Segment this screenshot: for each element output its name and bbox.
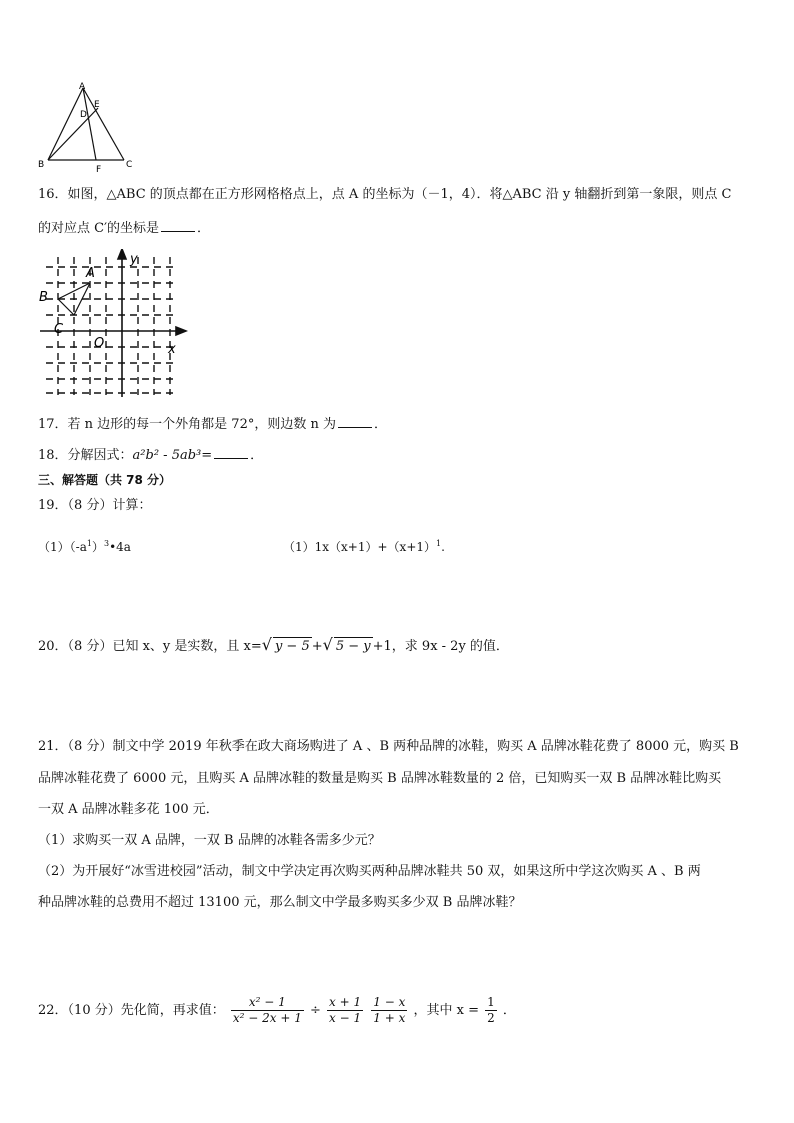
q21-line1: 21．（8 分）制文中学 2019 年秋季在政大商场购进了 A 、B 两种品牌的冰鞋，购买 A 品牌冰鞋花费了 8000 元，购买 B xyxy=(38,739,739,754)
fraction-2-den: x − 1 xyxy=(329,1011,362,1025)
q22-pre: 22．（10 分）先化简，再求值： xyxy=(38,1003,225,1018)
q19-part2 xyxy=(283,535,445,556)
coordinate-grid-figure xyxy=(38,249,188,399)
q17-text: 17．若 n 边形的每一个外角都是 72°，则边数 n 为 xyxy=(38,417,336,432)
q19-p2: （1）1x（x+1）+（x+1） xyxy=(283,540,437,554)
q18-expression: a²b² - 5ab³= xyxy=(132,448,213,463)
q19-head: 19．（8 分）计算： xyxy=(38,498,152,513)
q22-line xyxy=(38,995,516,1026)
q20-line xyxy=(38,636,509,656)
q21-line3: 一双 A 品牌冰鞋多花 100 元． xyxy=(38,802,219,817)
q19-p1c: •4a xyxy=(109,540,131,554)
grid-label-c: C xyxy=(54,322,64,337)
label-b: B xyxy=(38,160,45,170)
label-f: F xyxy=(96,165,102,172)
divide-sign: ÷ xyxy=(309,1003,321,1018)
grid-label-y: y xyxy=(130,252,138,267)
q21-line2: 品牌冰鞋花费了 6000 元，且购买 A 品牌冰鞋的数量是购买 B 品牌冰鞋数量的 2 倍，已知购买一双 B 品牌冰鞋比购买 xyxy=(38,771,722,786)
fraction-2-num: x + 1 xyxy=(329,995,362,1009)
q21-sub2-line1: （2）为开展好“冰雪进校园”活动，制文中学决定再次购买两种品牌冰鞋共 50 双，如果这所中学这次购买 A 、B 两 xyxy=(38,864,701,879)
q19-p1: （1）（-a xyxy=(38,540,87,554)
grid-label-a: A xyxy=(86,266,95,281)
q20-pre: 20．（8 分）已知 x、y 是实数，且 x= xyxy=(38,639,262,654)
fraction-1-num: x² − 1 xyxy=(231,995,304,1011)
q16-line2-tail: ． xyxy=(197,221,211,236)
q19-p2-sup: 1 xyxy=(436,539,442,548)
q20-post: +1，求 9x - 2y 的值． xyxy=(372,639,509,654)
fraction-3-num: 1 − x xyxy=(373,995,406,1009)
q18-tail: ． xyxy=(250,448,264,463)
q22-mid: ，其中 x = xyxy=(413,1003,479,1018)
q16-line2 xyxy=(38,219,210,238)
answer-blank xyxy=(161,219,195,232)
q18-line xyxy=(38,446,263,465)
fraction-3-den: 1 + x xyxy=(373,1011,406,1025)
q20-plus: + xyxy=(311,639,323,654)
fraction-3 xyxy=(371,995,407,1026)
grid-label-o: O xyxy=(94,336,105,351)
section-title: 三、解答题（共 78 分） xyxy=(38,473,172,487)
q20-radicand-2: 5 − y xyxy=(335,639,371,654)
triangle-figure xyxy=(36,82,136,172)
answer-blank xyxy=(214,446,248,459)
q19-part1 xyxy=(38,535,131,556)
q19-p2-tail: . xyxy=(441,540,445,554)
q17-tail: ． xyxy=(374,417,388,432)
grid-label-x: x xyxy=(168,342,176,357)
answer-blank xyxy=(338,415,372,428)
grid-label-b: B xyxy=(39,290,48,305)
label-c: C xyxy=(126,160,133,170)
fraction-4-num: 1 xyxy=(487,995,495,1009)
q17-line xyxy=(38,415,387,434)
q19-p1-sup: 1 xyxy=(86,539,92,548)
fraction-1-den: x² − 2x + 1 xyxy=(232,1011,302,1025)
q22-tail: ． xyxy=(502,1003,516,1018)
fraction-4-den: 2 xyxy=(487,1011,495,1025)
fraction-4 xyxy=(485,995,497,1026)
q20-radicand-1: y − 5 xyxy=(274,639,310,654)
label-d: D xyxy=(80,110,87,120)
q21-sub2-line2: 种品牌冰鞋的总费用不超过 13100 元，那么制文中学最多购买多少双 B 品牌冰鞋？ xyxy=(38,895,522,910)
sqrt-icon: √ xyxy=(322,635,333,654)
label-e: E xyxy=(94,100,100,110)
q19-p1b: ） xyxy=(91,540,104,554)
fraction-2 xyxy=(327,995,363,1026)
q18-text: 18．分解因式： xyxy=(38,448,133,463)
sqrt-icon: √ xyxy=(261,635,272,654)
q21-sub1: （1）求购买一双 A 品牌，一双 B 品牌的冰鞋各需多少元？ xyxy=(38,833,381,848)
q16-line2-text: 的对应点 C′的坐标是 xyxy=(38,221,160,236)
q16-line1: 16．如图，△ABC 的顶点都在正方形网格格点上，点 A 的坐标为（－1，4）．将△ABC 沿 y 轴翻折到第一象限，则点 C xyxy=(38,187,732,202)
label-a: A xyxy=(79,82,86,92)
fraction-1 xyxy=(231,995,304,1026)
q19-p1-sup2: 3 xyxy=(103,539,110,548)
